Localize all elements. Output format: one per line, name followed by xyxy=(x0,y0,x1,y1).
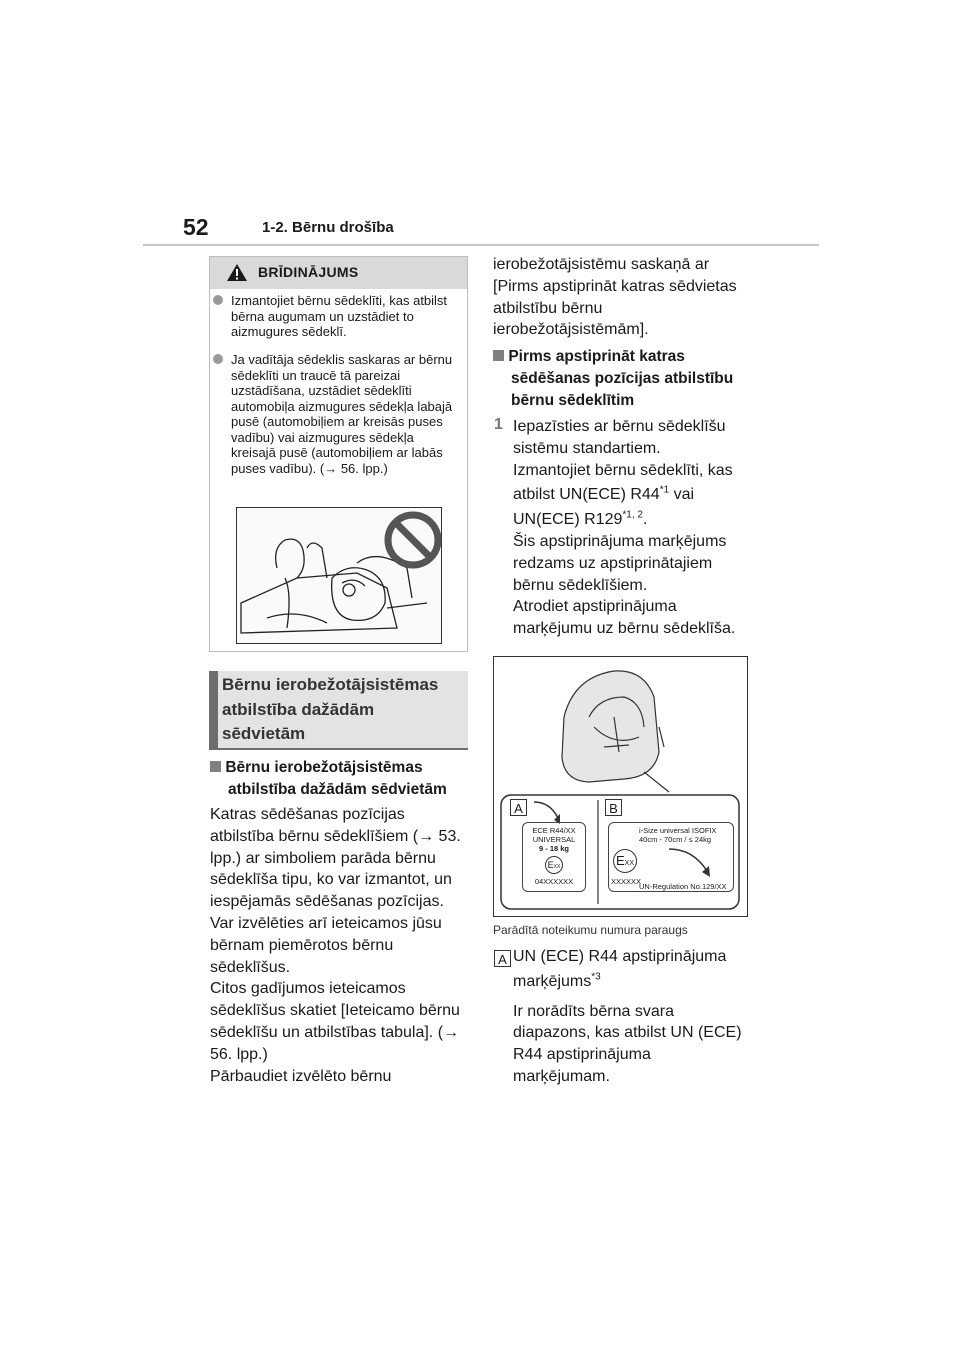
body-line: 56. lpp.) xyxy=(210,1045,268,1063)
label-b-r129 xyxy=(608,822,734,892)
subheading-line: atbilstība dažādām sēdvietām xyxy=(228,781,447,798)
approval-label-illustration xyxy=(493,656,748,917)
warning-bullet-text: Ja vadītāja sēdeklis saskaras ar bērnu sēdeklīti un traucē tā pareizai uzstādīšana, uzstādiet sēdeklīti automobiļa aizmugures sēdekļa labajā pusē (automobiļiem ar kreisās puses vadību) vai aizmugures sēdekļa kreisajā pusē (automobiļiem ar labās puses vadību). (→ 56. lpp.) xyxy=(231,352,453,476)
subheading-line: sēdēšanas pozīcijas atbilstību xyxy=(511,370,734,387)
footnote-ref: *3 xyxy=(591,971,601,983)
item-a-marker: A xyxy=(494,950,511,967)
body-line: redzams uz apstiprinātajiem xyxy=(513,554,713,572)
footnote-ref: *1 xyxy=(659,485,670,497)
e-mark-icon xyxy=(613,849,637,873)
label-text: UN-Regulation No.129/XX xyxy=(639,882,727,891)
label-text: i-Size universal ISOFIX xyxy=(639,826,717,835)
step-text xyxy=(513,416,758,640)
left-body-text xyxy=(210,804,468,1087)
label-text: 04XXXXXX xyxy=(534,877,574,886)
child-seat-warning-illustration xyxy=(236,507,442,644)
body-line: UN (ECE) R44 apstiprinājuma xyxy=(513,948,727,965)
body-line: Ir norādīts bērna svara xyxy=(513,1002,674,1020)
body-line: diapazons, kas atbilst UN (ECE) xyxy=(513,1024,742,1042)
section-heading-rule xyxy=(209,748,468,750)
label-text: 40cm - 70cm / ≤ 24kg xyxy=(639,835,712,844)
label-a-r44 xyxy=(522,822,586,892)
body-line: sēdeklīša tipu, ko var izmantot, un xyxy=(210,871,452,889)
body-line: bērnam piemērotos bērnu xyxy=(210,936,394,954)
body-line: marķējumam. xyxy=(513,1067,610,1085)
square-bullet-icon xyxy=(210,761,221,772)
body-line: iespējamās sēdēšanas pozīcijas. xyxy=(210,893,444,911)
section-title xyxy=(222,673,466,747)
section-title-line: sēdvietām xyxy=(222,724,306,743)
subheading-line: Bērnu ierobežotājsistēmas xyxy=(225,759,423,776)
warning-bullet-text: Izmantojiet bērnu sēdeklīti, kas atbilst bērna augumam un uzstādiet to aizmugures sēdeklī. xyxy=(231,293,448,339)
image-caption: Parādītā noteikumu numura paraugs xyxy=(493,923,688,937)
body-line: Var izvēlēties arī ieteicamos jūsu xyxy=(210,914,442,932)
body-line xyxy=(513,971,758,993)
body-line: [Pirms apstiprināt katras sēdvietas xyxy=(493,277,737,295)
r44-after: vai xyxy=(669,486,695,504)
body-line: sēdeklīšus. xyxy=(210,958,291,976)
e-mark-letter: E xyxy=(547,860,554,870)
arrow-icon xyxy=(667,845,713,879)
subheading-line: bērnu sēdeklītim xyxy=(511,392,635,409)
label-a-marker: A xyxy=(510,799,527,816)
r44-text: atbilst UN(ECE) R44 xyxy=(513,486,660,504)
e-mark-icon xyxy=(545,856,563,874)
section-title-line: atbilstība dažādām xyxy=(222,699,375,719)
body-line: atbilstība bērnu sēdeklīšiem (→ 53. xyxy=(210,827,461,845)
body-line: lpp.) ar simboliem parāda bērnu xyxy=(210,849,436,867)
square-bullet-icon xyxy=(493,350,504,361)
body-line: Pārbaudiet izvēlēto bērnu xyxy=(210,1067,392,1085)
body-line: ierobežotājsistēmām]. xyxy=(493,321,649,339)
chapter-title: 1-2. Bērnu drošība xyxy=(262,219,394,236)
item-a-text xyxy=(513,946,758,1088)
body-line: atbilstību bērnu xyxy=(493,299,603,317)
label-text: ECE R44/XX xyxy=(532,826,576,835)
e-mark-sub: XX xyxy=(553,864,561,870)
right-intro-text xyxy=(493,254,753,341)
header-divider xyxy=(143,244,819,246)
bullet-dot-icon xyxy=(213,354,223,364)
body-line: marķējumu uz bērnu sēdeklīša. xyxy=(513,620,736,638)
body-line: bērnu sēdeklīšiem. xyxy=(513,576,648,594)
body-line: ierobežotājsistēmu saskaņā ar xyxy=(493,256,710,273)
body-line: sēdeklīšu un atbilstības tabula]. (→ xyxy=(210,1023,460,1041)
warning-title: BRĪDINĀJUMS xyxy=(258,264,359,280)
item-text: marķējums xyxy=(513,972,592,990)
e-mark-letter: E xyxy=(615,853,625,868)
warning-triangle-icon xyxy=(226,263,248,282)
page-number: 52 xyxy=(183,214,209,240)
section-title-line: Bērnu ierobežotājsistēmas xyxy=(222,675,439,694)
footnote-ref: *1, 2 xyxy=(622,509,643,521)
warning-bullet xyxy=(213,352,465,492)
label-text: UNIVERSAL xyxy=(532,835,576,844)
subheading-compatibility xyxy=(210,757,468,801)
body-line: Šis apstiprinājuma marķējums xyxy=(513,532,727,550)
body-line: sēdeklīšus skatiet [Ieteicamo bērnu xyxy=(210,1002,460,1020)
body-line: Atrodiet apstiprinājuma xyxy=(513,598,677,616)
section-heading-bar xyxy=(209,671,218,748)
body-line: sistēmu standartiem. xyxy=(513,439,661,457)
body-line xyxy=(513,484,758,506)
bullet-dot-icon xyxy=(213,295,223,305)
body-line: Iepazīsties ar bērnu sēdeklīšu xyxy=(513,418,726,435)
e-mark-sub: XX xyxy=(624,860,634,867)
r129-text: UN(ECE) R129 xyxy=(513,511,623,529)
step-number: 1 xyxy=(494,416,503,433)
subheading-line: Pirms apstiprināt katras xyxy=(508,348,685,365)
body-line: Katras sēdēšanas pozīcijas xyxy=(210,806,405,823)
warning-bullet xyxy=(213,293,465,343)
label-text: 9 - 18 kg xyxy=(538,844,569,853)
body-line: Izmantojiet bērnu sēdeklīti, kas xyxy=(513,461,733,479)
label-b-marker: B xyxy=(605,799,622,816)
body-line xyxy=(513,509,758,531)
body-line: R44 apstiprinājuma xyxy=(513,1046,651,1064)
body-line: Citos gadījumos ieteicamos xyxy=(210,980,406,998)
r129-after: . xyxy=(642,511,648,529)
subheading-confirm xyxy=(493,346,758,412)
child-seat-contact-drawing xyxy=(237,508,441,643)
label-text: XXXXXX xyxy=(611,877,642,886)
